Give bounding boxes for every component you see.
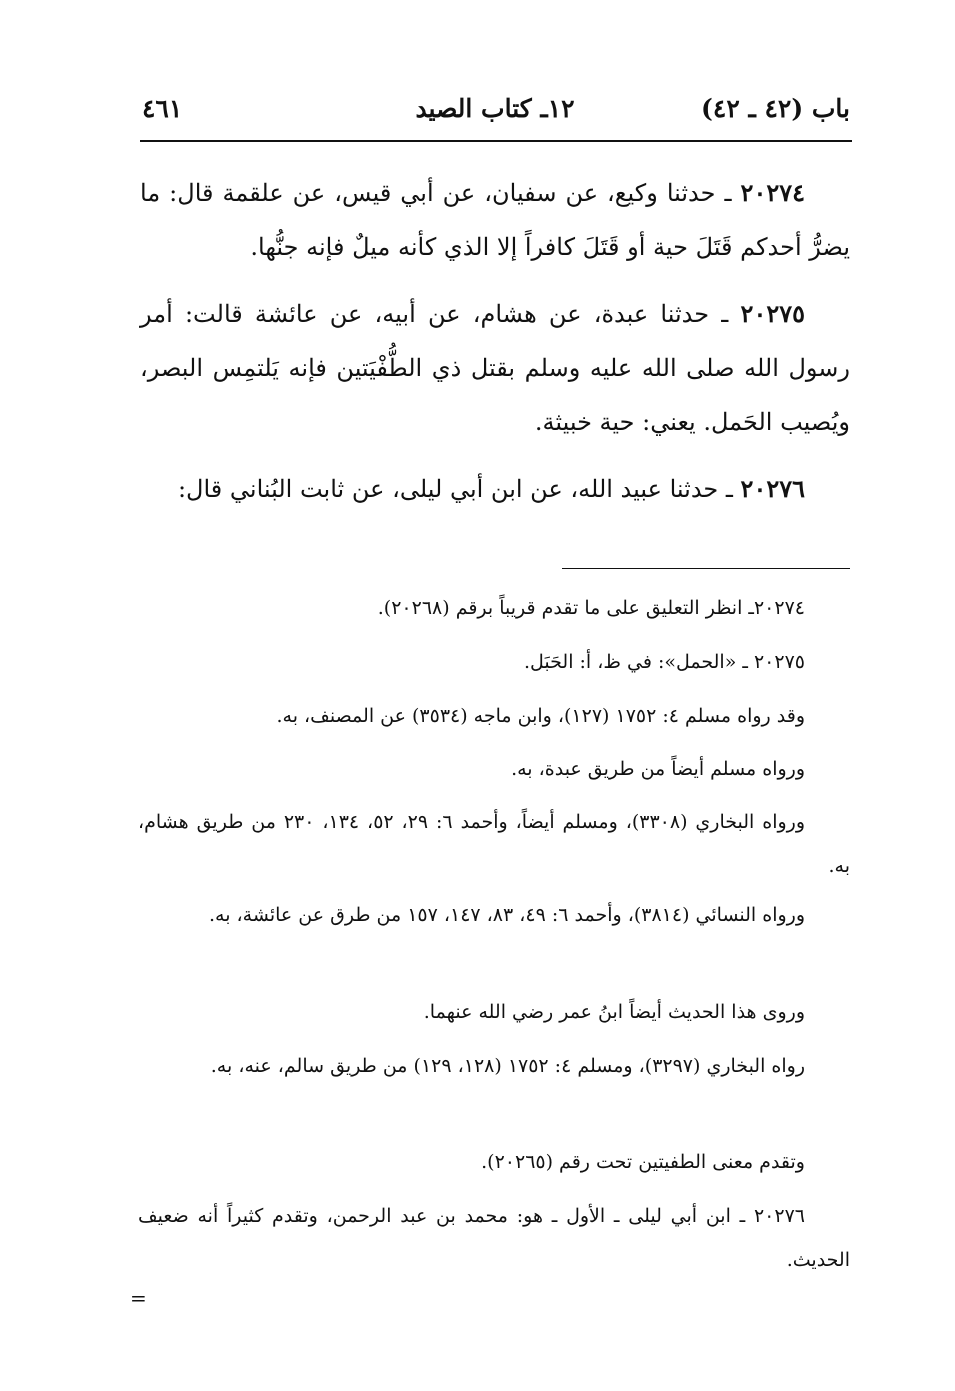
hadith-number: ٢٠٢٧٥ bbox=[740, 299, 805, 328]
hadith-text: ـ حدثنا وكيع، عن سفيان، عن أبي قيس، عن علقمة قال: ما يضرُّ أحدكم قَتَلَ حية أو قَتَلَ كافراً إلا الذي كأنه ميلٌ فإنه جنُّها. bbox=[140, 179, 850, 261]
hadith-paragraph bbox=[140, 287, 850, 449]
footnote: ٢٠٢٧٥ ـ «الحمل»: في ظ، أ: الحَبَل. bbox=[524, 651, 805, 673]
page-header bbox=[140, 88, 850, 138]
continuation-mark: = bbox=[130, 1286, 147, 1310]
hadith-paragraph bbox=[140, 166, 850, 274]
footnote: وقد رواه مسلم ٤: ١٧٥٢ (١٢٧)، وابن ماجه (٣٥٣٤) عن المصنف، به. bbox=[276, 705, 805, 727]
footnote: ورواه النسائي (٣٨١٤)، وأحمد ٦: ٤٩، ٨٣، ١٤٧، ١٥٧ من طرق عن عائشة، به. bbox=[209, 904, 805, 926]
footnote: ورواه مسلم أيضاً من طريق عبدة، به. bbox=[511, 758, 805, 780]
footnote: ورواه البخاري (٣٣٠٨)، ومسلم أيضاً، وأحمد ٦: ٢٩، ٥٢، ١٣٤، ٢٣٠ من طريق هشام، به. bbox=[138, 811, 850, 877]
hadith-text: ـ حدثنا عبيد الله، عن ابن أبي ليلى، عن ثابت البُناني قال: bbox=[177, 475, 741, 503]
hadith-number: ٢٠٢٧٤ bbox=[740, 178, 805, 207]
header-rule bbox=[140, 140, 852, 142]
footnote: ٢٠٢٧٤ـ انظر التعليق على ما تقدم قريباً برقم (٢٠٢٦٨). bbox=[377, 597, 805, 619]
footnote-separator bbox=[562, 568, 850, 569]
footnote: ٢٠٢٧٦ ـ ابن أبي ليلى ـ الأول ـ هو: محمد بن عبد الرحمن، وتقدم كثيراً أنه ضعيف الحديث. bbox=[138, 1205, 850, 1271]
chapter-heading: باب (٤٢ ـ ٤٢) bbox=[701, 94, 850, 123]
footnote: رواه البخاري (٣٢٩٧)، ومسلم ٤: ١٧٥٢ (١٢٨، ١٢٩) من طريق سالم، عنه، به. bbox=[210, 1055, 805, 1077]
hadith-paragraph bbox=[140, 462, 850, 516]
book-title: ١٢ـ كتاب الصيد bbox=[415, 94, 575, 123]
hadith-number: ٢٠٢٧٦ bbox=[740, 474, 805, 503]
footnote: وتقدم معنى الطفيتين تحت رقم (٢٠٢٦٥). bbox=[481, 1151, 805, 1173]
page-number: ٤٦١ bbox=[142, 94, 183, 123]
footnote: وروى هذا الحديث أيضاً ابنُ عمر رضي الله عنهما. bbox=[423, 1001, 805, 1023]
hadith-text: ـ حدثنا عبدة، عن هشام، عن أبيه، عن عائشة قالت: أمر رسول الله صلى الله عليه وسلم بقتل ذي الطُّفْيَتين فإنه يَلتمِس البصر، ويُصيب الحَمل. يعني: حية خبيثة. bbox=[140, 300, 850, 436]
